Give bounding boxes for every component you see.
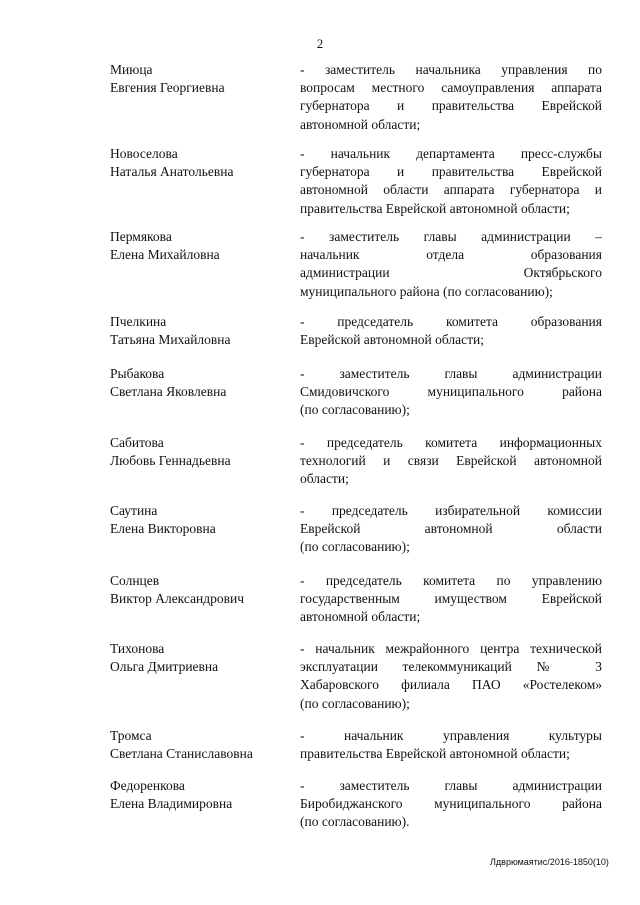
position-line: автономной области; xyxy=(300,609,421,625)
position-line: эксплуатации телекоммуникаций № 3 xyxy=(300,659,602,675)
given-name: Елена Владимировна xyxy=(110,796,233,812)
position xyxy=(300,572,602,627)
surname: Рыбакова xyxy=(110,366,165,381)
person-name xyxy=(110,727,290,763)
position-line: - заместитель главы администрации xyxy=(300,778,602,793)
surname: Пчелкина xyxy=(110,314,167,329)
given-name: Елена Викторовна xyxy=(110,521,216,537)
position xyxy=(300,61,602,134)
position xyxy=(300,777,602,832)
position-line: муниципального района (по согласованию); xyxy=(300,283,553,299)
position-line: администрации Октябрьского xyxy=(300,265,602,281)
given-name: Виктор Александрович xyxy=(110,591,245,607)
position-line: губернатора и правительства Еврейской xyxy=(300,164,602,180)
position-line: - председатель комитета информационных xyxy=(300,435,602,450)
position-line: - председатель избирательной комиссии xyxy=(300,503,602,518)
surname: Тихонова xyxy=(110,641,165,656)
surname: Новоселова xyxy=(110,146,178,161)
position xyxy=(300,365,602,420)
given-name: Татьяна Михайловна xyxy=(110,332,231,348)
position xyxy=(300,313,602,349)
position-line: (по согласованию); xyxy=(300,695,410,711)
page-number: 2 xyxy=(316,36,324,51)
surname: Миюца xyxy=(110,62,153,77)
position-line: технологий и связи Еврейской автономной xyxy=(300,453,602,469)
position-line: государственным имуществом Еврейской xyxy=(300,591,602,607)
position-line: автономной области аппарата губернатора и xyxy=(300,182,602,198)
surname: Тромса xyxy=(110,728,152,743)
person-name xyxy=(110,572,290,608)
given-name: Евгения Георгиевна xyxy=(110,80,225,96)
position-line: - заместитель начальника управления по xyxy=(300,62,602,77)
given-name: Елена Михайловна xyxy=(110,247,220,263)
position xyxy=(300,640,602,713)
position xyxy=(300,434,602,489)
position xyxy=(300,502,602,557)
surname: Пермякова xyxy=(110,229,172,244)
position-line: Хабаровского филиала ПАО «Ростелеком» xyxy=(300,677,602,693)
position-line: Биробиджанского муниципального района xyxy=(300,796,602,812)
position xyxy=(300,228,602,301)
position-line: Еврейской автономной области xyxy=(300,521,602,537)
surname: Саутина xyxy=(110,503,158,518)
person-name xyxy=(110,365,290,401)
given-name: Наталья Анатольевна xyxy=(110,164,234,180)
surname: Сабитова xyxy=(110,435,164,450)
position-line: - заместитель главы администрации – xyxy=(300,229,602,244)
person-name xyxy=(110,434,290,470)
position-line: Еврейской автономной области; xyxy=(300,332,485,348)
person-name xyxy=(110,145,290,181)
person-name xyxy=(110,228,290,264)
position-line: Смидовичского муниципального района xyxy=(300,384,602,400)
position-line: начальник отдела образования xyxy=(300,247,602,263)
position-line: автономной области; xyxy=(300,116,421,132)
given-name: Светлана Станиславовна xyxy=(110,746,253,762)
position-line: - начальник межрайонного центра технической xyxy=(300,641,602,656)
person-name xyxy=(110,61,290,97)
person-name xyxy=(110,640,290,676)
position-line: (по согласованию); xyxy=(300,539,410,555)
position-line: - начальник департамента пресс-службы xyxy=(300,146,602,161)
position-line: - председатель комитета по управлению xyxy=(300,573,602,588)
position-line: правительства Еврейской автономной области; xyxy=(300,746,570,762)
surname: Федоренкова xyxy=(110,778,185,793)
position-line: - начальник управления культуры xyxy=(300,728,602,743)
position-line: - заместитель главы администрации xyxy=(300,366,602,381)
person-name xyxy=(110,502,290,538)
document-footer-code: Лдврюмаятис/2016-1850(10) xyxy=(490,857,609,867)
position-line: губернатора и правительства Еврейской xyxy=(300,98,602,114)
given-name: Ольга Дмитриевна xyxy=(110,659,219,675)
person-name xyxy=(110,777,290,813)
given-name: Любовь Геннадьевна xyxy=(110,453,231,469)
given-name: Светлана Яковлевна xyxy=(110,384,227,400)
position-line: вопросам местного самоуправления аппарата xyxy=(300,80,602,96)
person-name xyxy=(110,313,290,349)
position-line: - председатель комитета образования xyxy=(300,314,602,329)
surname: Солнцев xyxy=(110,573,160,588)
position xyxy=(300,727,602,763)
position xyxy=(300,145,602,218)
position-line: области; xyxy=(300,471,349,487)
position-line: (по согласованию). xyxy=(300,814,410,830)
position-line: правительства Еврейской автономной области; xyxy=(300,200,570,216)
position-line: (по согласованию); xyxy=(300,402,410,418)
